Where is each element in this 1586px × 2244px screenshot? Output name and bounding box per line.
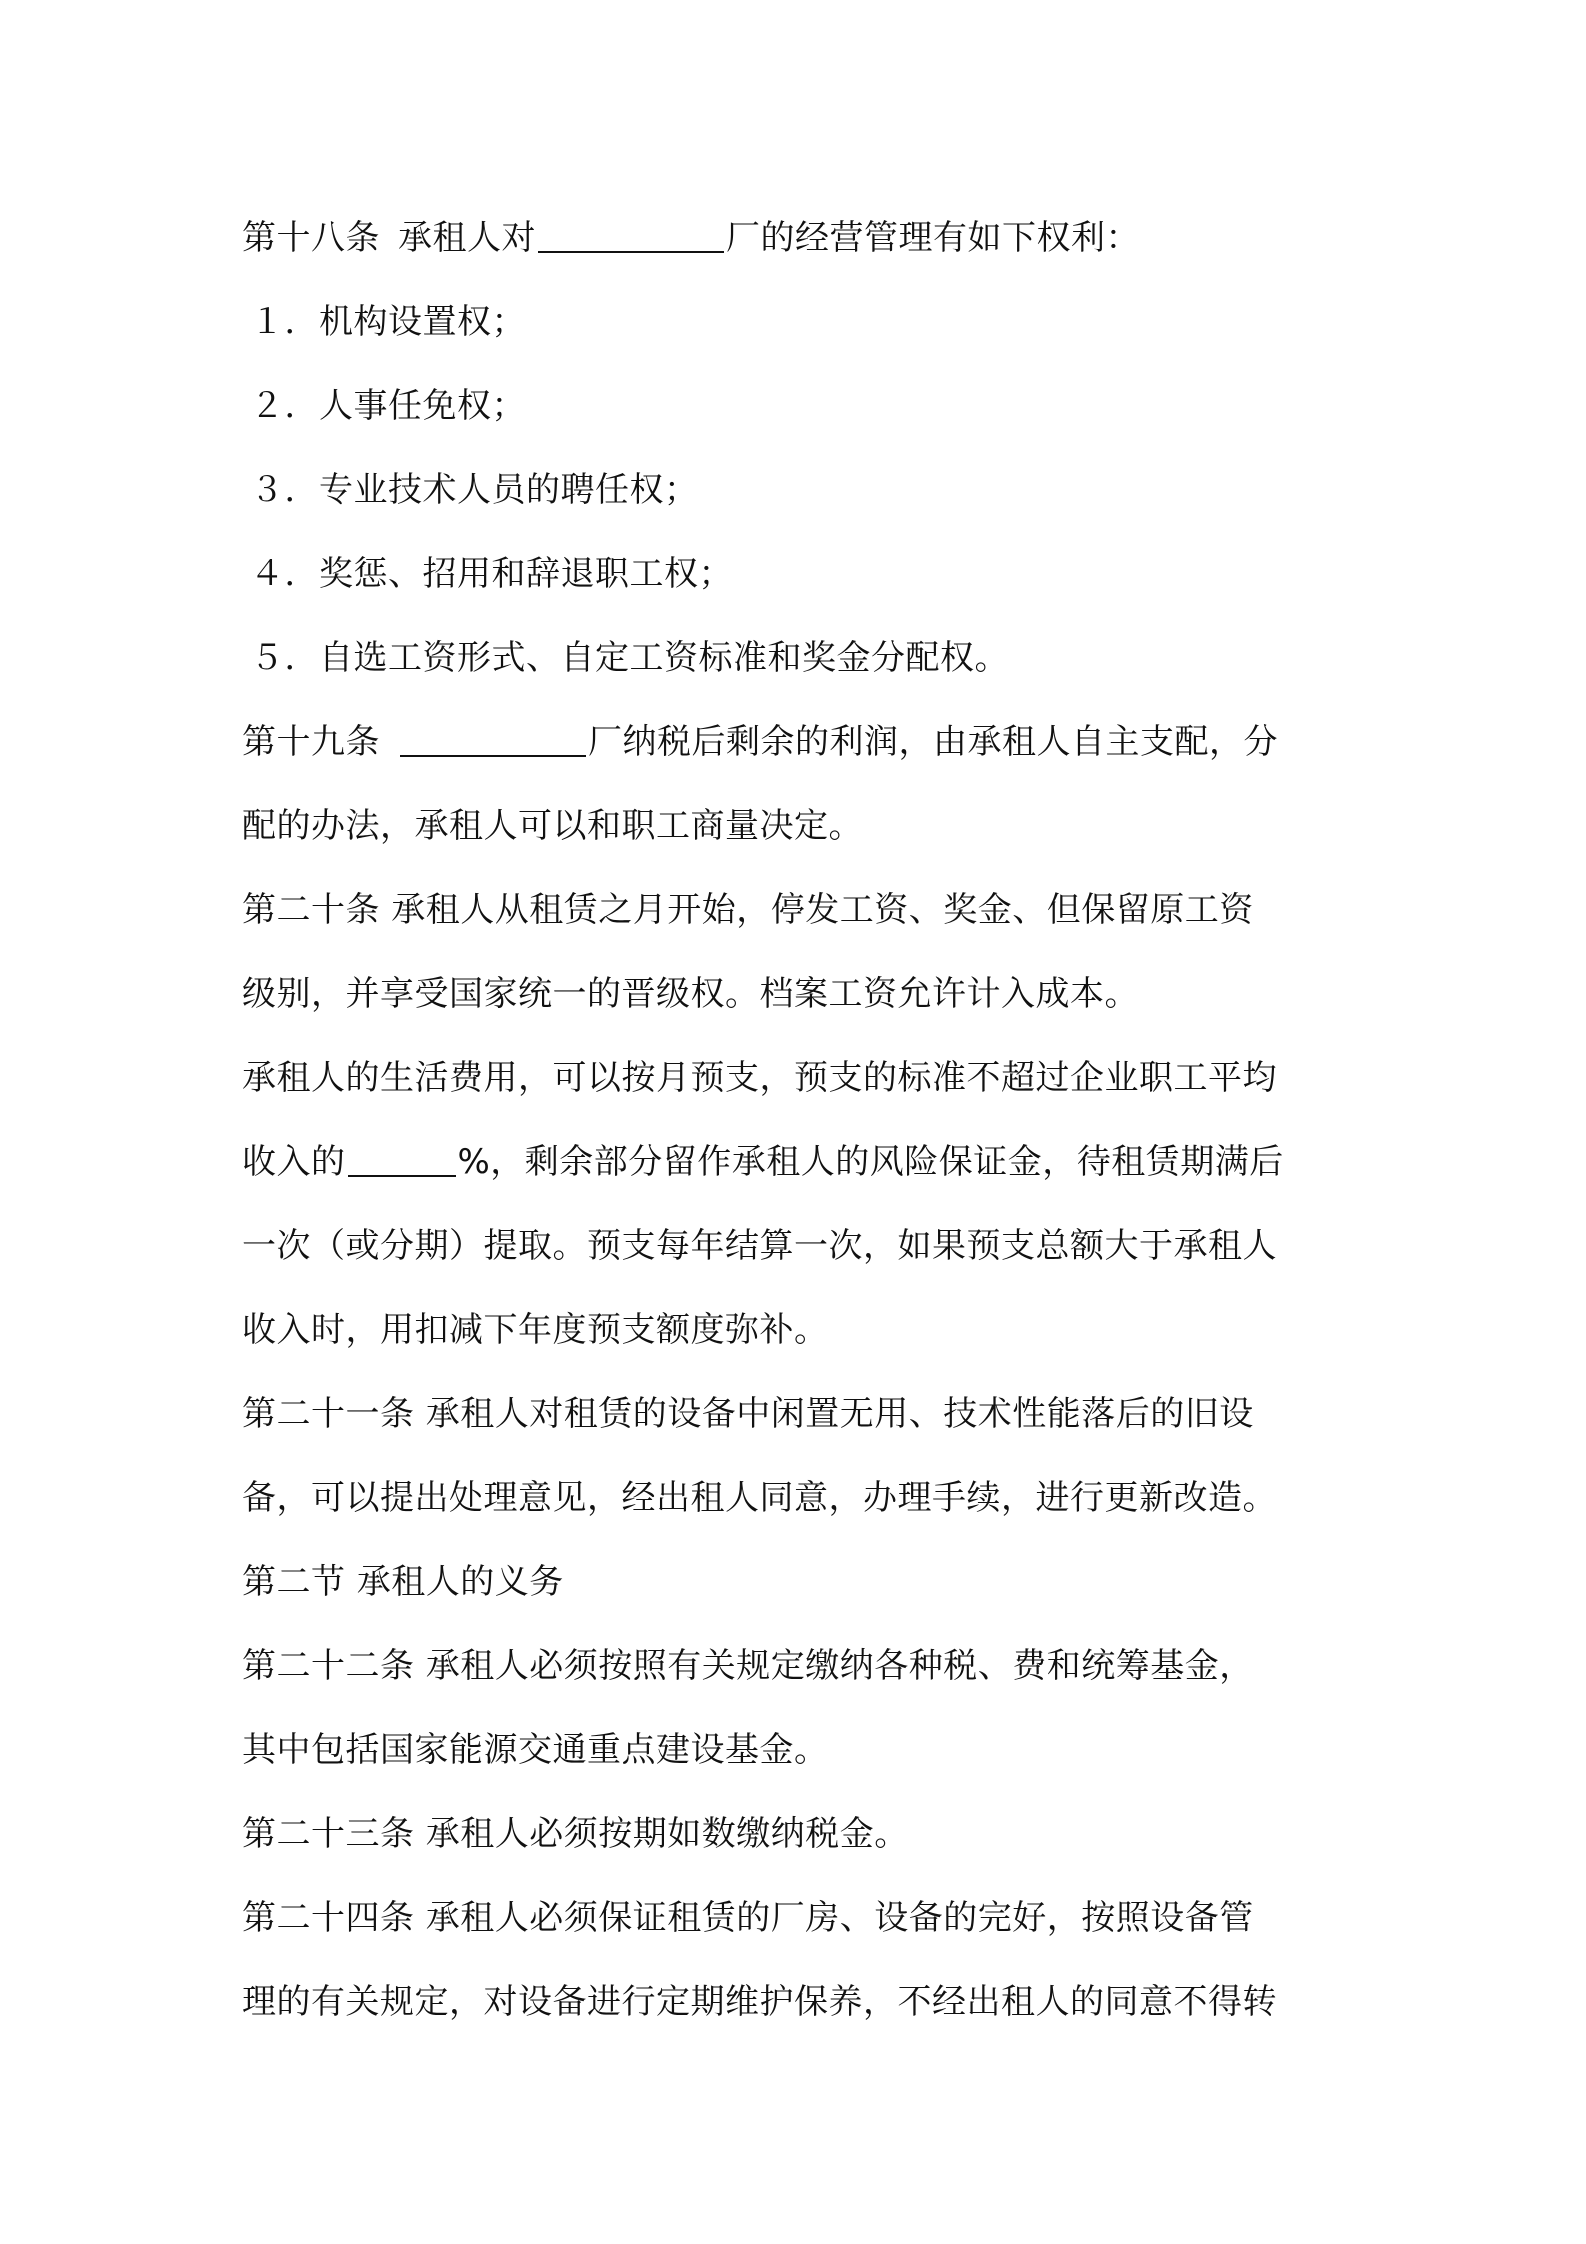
living-expense-text-2b: %，剩余部分留作承租人的风险保证金，待租赁期满后 (457, 1142, 1284, 1182)
article-19-line-1 (242, 700, 1352, 784)
living-expense-line-3 (242, 1204, 1352, 1288)
article-18-heading: 第十八条 (242, 218, 380, 258)
article-21-text-2: 备，可以提出处理意见，经出租人同意，办理手续，进行更新改造。 (242, 1478, 1277, 1518)
article-21-line-2 (242, 1456, 1352, 1540)
list-item-text: 人事任免权； (319, 386, 526, 426)
article-19-text-b: 配的办法，承租人可以和职工商量决定。 (242, 806, 863, 846)
article-24-line-2 (242, 1960, 1352, 2044)
article-20-line-1 (242, 868, 1352, 952)
article-19-heading: 第十九条 (242, 722, 380, 762)
article-22-text-2: 其中包括国家能源交通重点建设基金。 (242, 1730, 829, 1770)
living-expense-line-2 (242, 1120, 1352, 1204)
article-20-text-1: 第二十条 承租人从租赁之月开始，停发工资、奖金、但保留原工资 (242, 890, 1254, 930)
article-22-line-1 (242, 1624, 1352, 1708)
living-expense-text-1: 承租人的生活费用，可以按月预支，预支的标准不超过企业职工平均 (242, 1058, 1277, 1098)
list-item (242, 616, 1352, 700)
section-2-title: 第二节 承租人的义务 (242, 1562, 564, 1602)
living-expense-text-2a: 收入的 (242, 1142, 346, 1182)
blank-factory-name-2 (400, 721, 586, 757)
article-21-text-1: 第二十一条 承租人对租赁的设备中闲置无用、技术性能落后的旧设 (242, 1394, 1254, 1434)
list-item (242, 532, 1352, 616)
list-item-number: １． (250, 302, 319, 342)
article-18-text-b: 厂的经营管理有如下权利： (726, 218, 1140, 258)
article-18-line (242, 196, 1352, 280)
list-item-text: 专业技术人员的聘任权； (319, 470, 699, 510)
article-21-line-1 (242, 1372, 1352, 1456)
article-24-text-1: 第二十四条 承租人必须保证租赁的厂房、设备的完好，按照设备管 (242, 1898, 1254, 1938)
list-item-number: ２． (250, 386, 319, 426)
article-20-line-2 (242, 952, 1352, 1036)
article-18-text-a: 承租人对 (398, 218, 536, 258)
article-22-line-2 (242, 1708, 1352, 1792)
list-item-number: ４． (250, 554, 319, 594)
article-23-text: 第二十三条 承租人必须按期如数缴纳税金。 (242, 1814, 909, 1854)
article-24-text-2: 理的有关规定，对设备进行定期维护保养，不经出租人的同意不得转 (242, 1982, 1277, 2022)
list-item-text: 奖惩、招用和辞退职工权； (319, 554, 733, 594)
list-item (242, 280, 1352, 364)
document-body (242, 196, 1352, 2044)
list-item (242, 364, 1352, 448)
list-item-text: 自选工资形式、自定工资标准和奖金分配权。 (319, 638, 1009, 678)
living-expense-text-4: 收入时，用扣减下年度预支额度弥补。 (242, 1310, 829, 1350)
list-item-text: 机构设置权； (319, 302, 526, 342)
article-23-line (242, 1792, 1352, 1876)
blank-factory-name-1 (538, 217, 724, 253)
list-item (242, 448, 1352, 532)
blank-percentage (348, 1141, 456, 1177)
article-20-text-2: 级别，并享受国家统一的晋级权。档案工资允许计入成本。 (242, 974, 1139, 1014)
section-2-heading (242, 1540, 1352, 1624)
living-expense-text-3: 一次（或分期）提取。预支每年结算一次，如果预支总额大于承租人 (242, 1226, 1277, 1266)
article-22-text-1: 第二十二条 承租人必须按照有关规定缴纳各种税、费和统筹基金， (242, 1646, 1254, 1686)
living-expense-line-1 (242, 1036, 1352, 1120)
article-19-text-a: 厂纳税后剩余的利润，由承租人自主支配，分 (588, 722, 1278, 762)
list-item-number: ５． (250, 638, 319, 678)
list-item-number: ３． (250, 470, 319, 510)
living-expense-line-4 (242, 1288, 1352, 1372)
article-19-line-2 (242, 784, 1352, 868)
article-24-line-1 (242, 1876, 1352, 1960)
